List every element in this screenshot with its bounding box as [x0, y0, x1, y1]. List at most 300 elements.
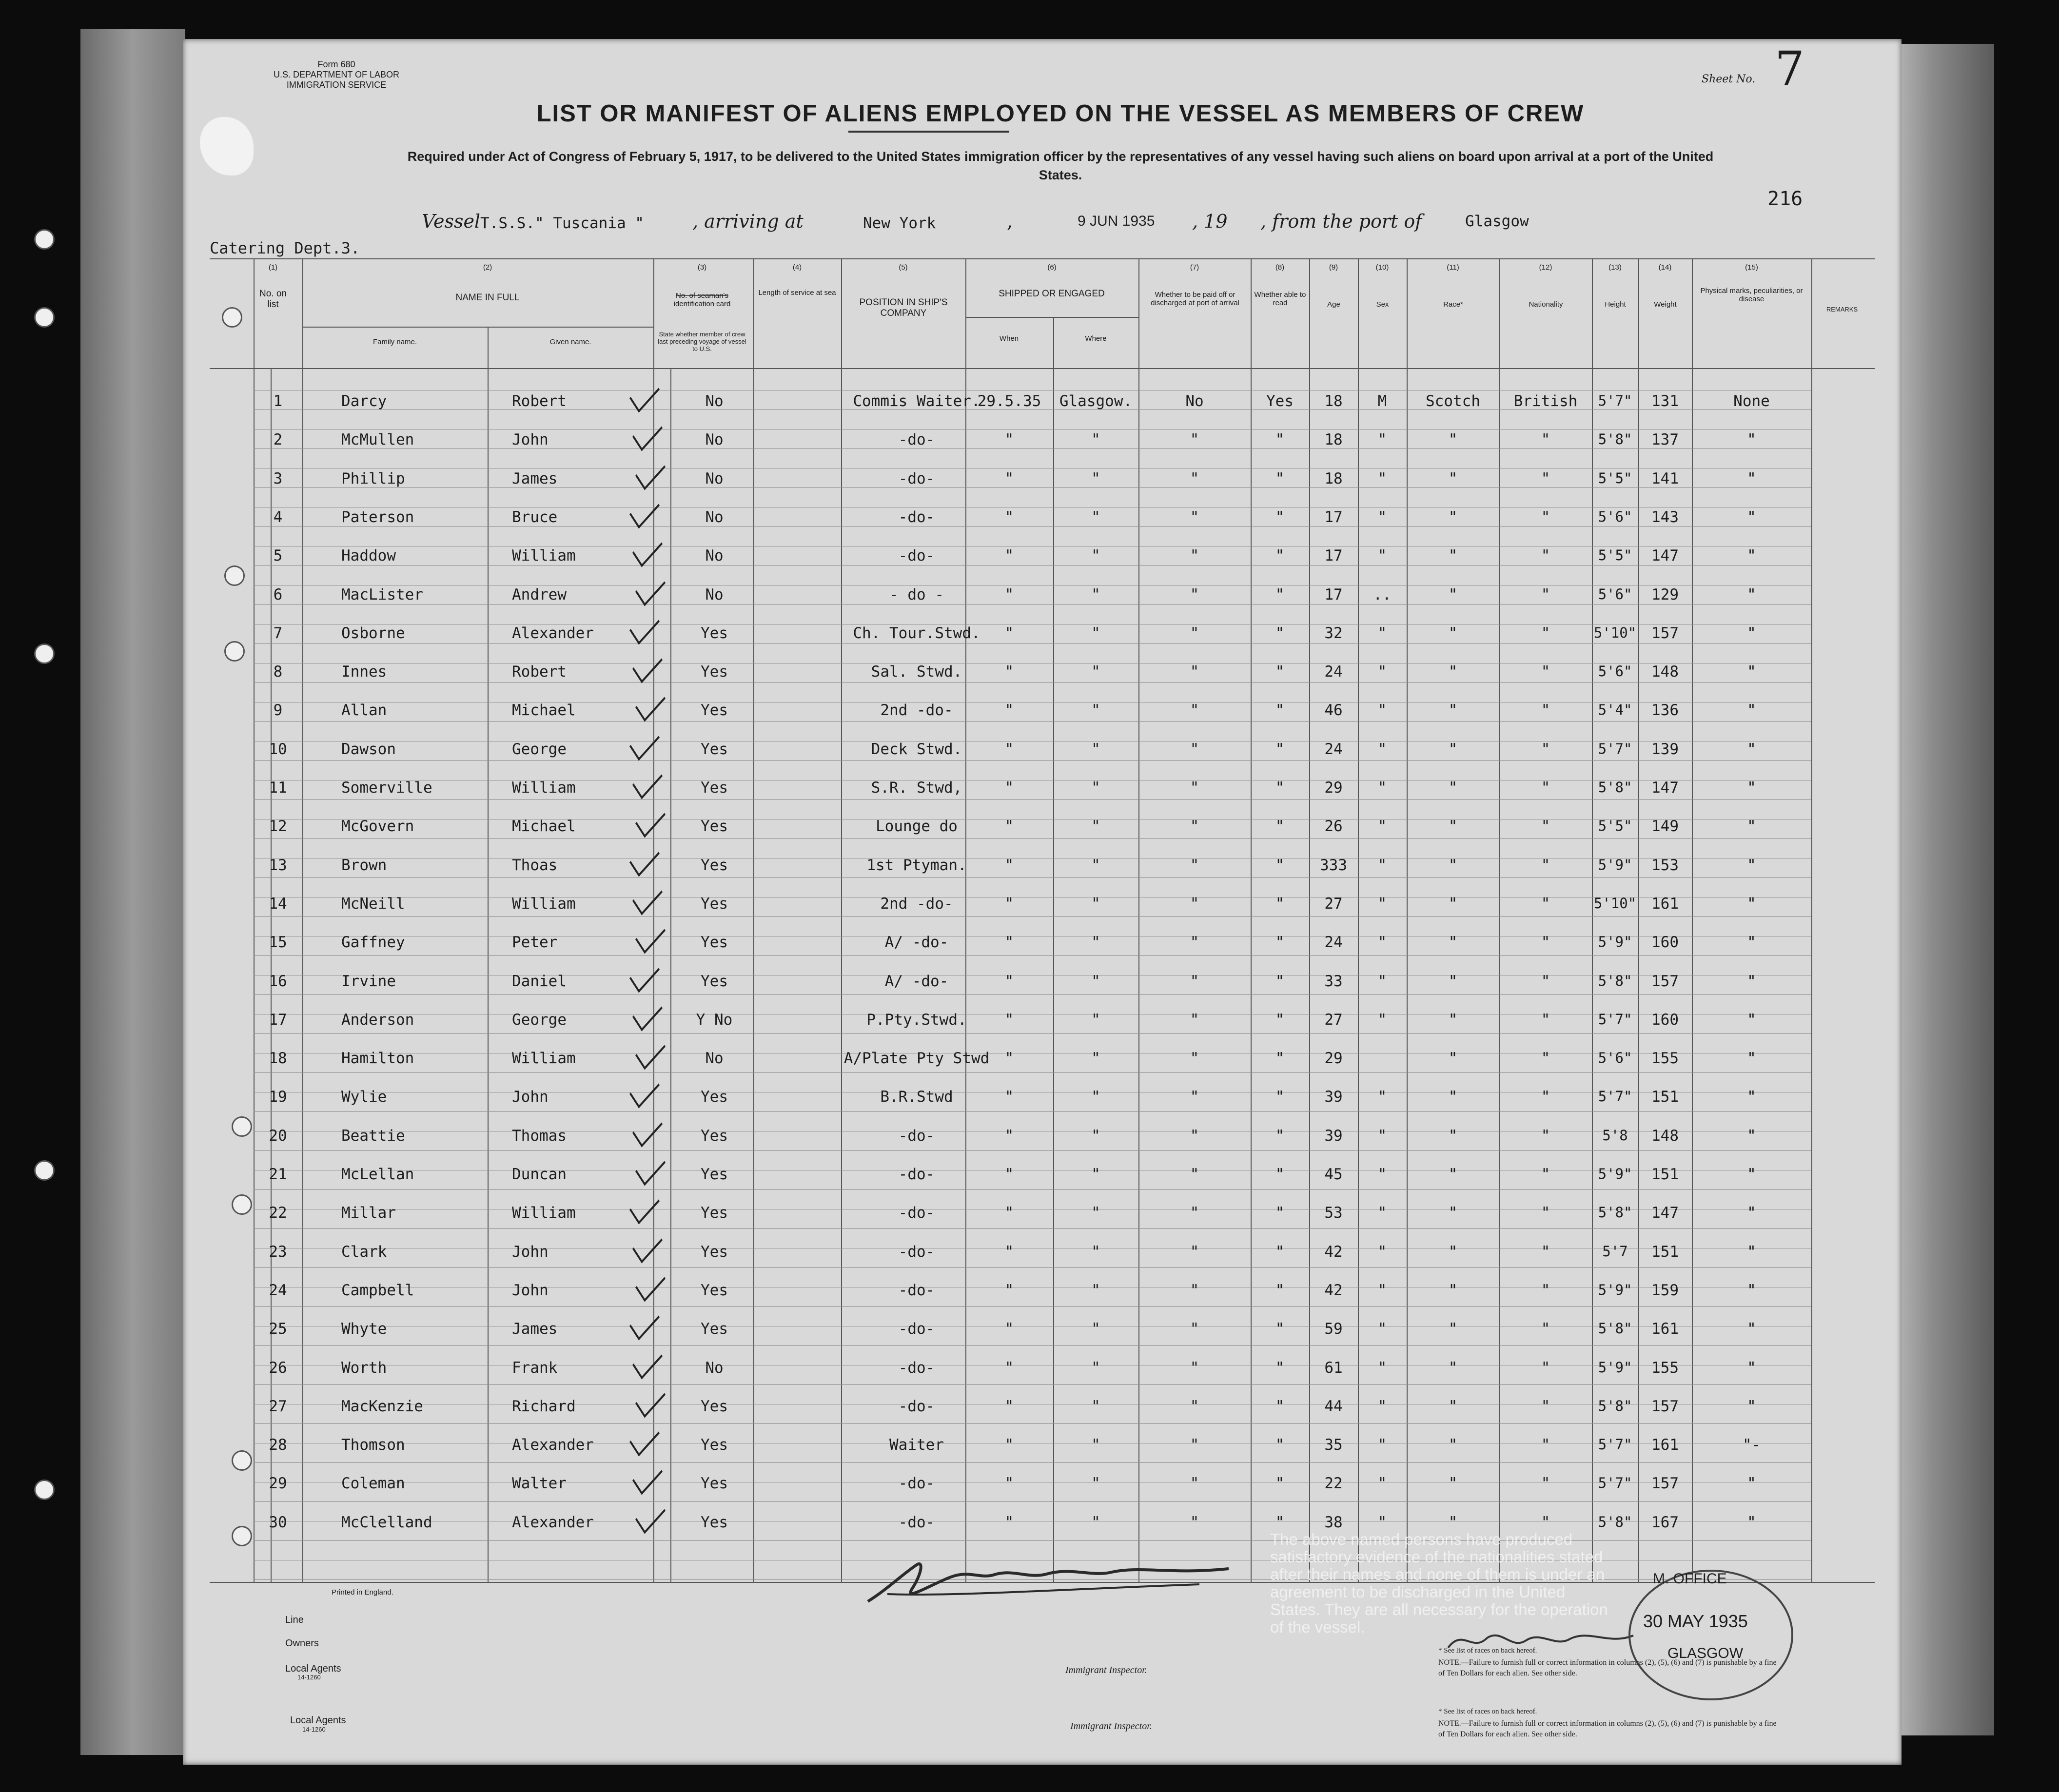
given-name: Bruce — [512, 508, 558, 526]
family-name: Gaffney — [341, 934, 405, 951]
weight: 143 — [1651, 508, 1679, 526]
paid-off: " — [1190, 1475, 1199, 1492]
paid-off: " — [1190, 934, 1199, 951]
nationality-declaration: The above named persons have produced satisfactory evidence of the nationalities stated after their names and none of them is under an agreement to be discharged in the United States. They are all necessary for the operation of the vessel. — [1270, 1530, 1608, 1636]
shipped-when: " — [1004, 624, 1014, 642]
shipped-where: " — [1091, 1166, 1100, 1183]
stamp-office: M. OFFICE — [1653, 1571, 1727, 1587]
position-in-company: -do- — [898, 1398, 935, 1415]
height: 5'7" — [1598, 1011, 1632, 1028]
sex: " — [1377, 701, 1387, 719]
able-to-read: " — [1275, 431, 1285, 448]
physical-marks: " — [1747, 1204, 1756, 1222]
sex: " — [1377, 1514, 1387, 1531]
given-name: Robert — [512, 663, 567, 681]
given-name: James — [512, 1320, 558, 1338]
height: 5'8" — [1598, 1514, 1632, 1530]
ruled-line — [254, 682, 1811, 683]
shipped-when: " — [1004, 1050, 1014, 1067]
row-number: 12 — [269, 818, 287, 835]
nationality: " — [1541, 934, 1550, 951]
sex: .. — [1373, 586, 1392, 604]
row-number: 27 — [269, 1398, 287, 1415]
col-num-14: (14) — [1658, 263, 1672, 272]
family-name: Irvine — [341, 973, 396, 990]
able-to-read: " — [1275, 1320, 1285, 1338]
nationality: " — [1541, 1011, 1550, 1029]
paid-off: " — [1190, 1050, 1199, 1067]
sex: " — [1377, 1204, 1387, 1222]
binder-hole — [34, 307, 55, 328]
age: 44 — [1324, 1398, 1343, 1415]
shipped-where: " — [1091, 1204, 1100, 1222]
weight: 136 — [1651, 701, 1679, 719]
age: 24 — [1324, 740, 1343, 758]
column-rule — [1499, 258, 1500, 1582]
sex: " — [1377, 431, 1387, 448]
height: 5'8" — [1598, 973, 1632, 989]
nationality: " — [1541, 1088, 1550, 1106]
able-to-read: " — [1275, 586, 1285, 604]
weight: 151 — [1651, 1166, 1679, 1183]
paid-off: " — [1190, 624, 1199, 642]
master-signature — [858, 1555, 1238, 1609]
nationality: " — [1541, 1475, 1550, 1492]
header-physical-marks: Physical marks, peculiarities, or disease — [1700, 287, 1803, 303]
family-name: MacKenzie — [341, 1398, 423, 1415]
shipped-when: " — [1004, 1204, 1014, 1222]
ruled-line — [254, 877, 1811, 878]
column-rule — [488, 327, 489, 1582]
physical-marks: " — [1747, 1166, 1756, 1183]
race: " — [1448, 470, 1458, 487]
nationality: " — [1541, 1127, 1550, 1145]
given-name: Richard — [512, 1398, 576, 1415]
row-number: 23 — [269, 1243, 287, 1261]
header-height: Height — [1605, 300, 1626, 309]
col-num-6: (6) — [1047, 263, 1057, 272]
ruled-line — [254, 487, 1811, 488]
age: 27 — [1324, 895, 1343, 913]
family-name: Clark — [341, 1243, 387, 1261]
height: 5'6" — [1598, 663, 1632, 680]
given-name: Andrew — [512, 586, 567, 604]
row-number: 11 — [269, 779, 287, 797]
age: 18 — [1324, 470, 1343, 487]
column-rule — [1309, 258, 1310, 1582]
age: 46 — [1324, 701, 1343, 719]
sex: " — [1377, 1475, 1387, 1492]
punch-hole — [232, 1194, 252, 1215]
position-in-company: 2nd -do- — [880, 701, 953, 719]
race: " — [1448, 1514, 1458, 1531]
nationality: " — [1541, 779, 1550, 797]
sex: " — [1377, 934, 1387, 951]
race: " — [1448, 701, 1458, 719]
previous-voyage: Yes — [701, 1320, 728, 1338]
height: 5'7" — [1598, 1088, 1632, 1105]
physical-marks: " — [1747, 895, 1756, 913]
header-age: Age — [1327, 300, 1340, 309]
column-rule — [1638, 258, 1639, 1582]
position-in-company: Ch. Tour.Stwd. — [853, 624, 980, 642]
shipped-when: " — [1004, 470, 1014, 487]
family-name: Osborne — [341, 624, 405, 642]
physical-marks: " — [1747, 973, 1756, 990]
shipped-where: " — [1091, 779, 1100, 797]
previous-voyage: Yes — [701, 663, 728, 681]
weight: 147 — [1651, 779, 1679, 797]
shipped-when: " — [1004, 586, 1014, 604]
position-in-company: Sal. Stwd. — [871, 663, 962, 681]
col-num-12: (12) — [1539, 263, 1552, 272]
given-name: Alexander — [512, 1436, 594, 1454]
weight: 153 — [1651, 857, 1679, 874]
header-nationality: Nationality — [1529, 300, 1563, 309]
weight: 139 — [1651, 740, 1679, 758]
paid-off: " — [1190, 1088, 1199, 1106]
race: " — [1448, 1011, 1458, 1029]
previous-voyage: Yes — [701, 973, 728, 990]
position-in-company: Lounge do — [876, 818, 958, 835]
paid-off: " — [1190, 663, 1199, 681]
row-number: 29 — [269, 1475, 287, 1492]
nationality: " — [1541, 857, 1550, 874]
paid-off: " — [1190, 1514, 1199, 1531]
row-number: 20 — [269, 1127, 287, 1145]
height: 5'8 — [1602, 1127, 1628, 1144]
age: 35 — [1324, 1436, 1343, 1454]
able-to-read: " — [1275, 1011, 1285, 1029]
shipped-when: " — [1004, 1359, 1014, 1377]
family-name: Somerville — [341, 779, 432, 797]
previous-voyage: No — [705, 1359, 724, 1377]
shipped-when: " — [1004, 973, 1014, 990]
column-rule — [1138, 258, 1139, 1582]
given-name: John — [512, 431, 549, 448]
column-rule — [841, 258, 842, 1582]
column-rule — [1358, 258, 1359, 1582]
line-label: Line — [285, 1615, 304, 1625]
given-name: Walter — [512, 1475, 567, 1492]
physical-marks: " — [1747, 1359, 1756, 1377]
previous-voyage: No — [705, 1050, 724, 1067]
shipped-where: " — [1091, 857, 1100, 874]
header-shipped: SHIPPED OR ENGAGED — [999, 289, 1105, 299]
family-name: Brown — [341, 857, 387, 874]
paid-off: " — [1190, 1398, 1199, 1415]
age: 39 — [1324, 1127, 1343, 1145]
shipped-when: " — [1004, 857, 1014, 874]
able-to-read: " — [1275, 895, 1285, 913]
ruled-line — [254, 760, 1811, 761]
position-in-company: -do- — [898, 431, 935, 448]
service-name: IMMIGRATION SERVICE — [286, 80, 387, 90]
race: " — [1448, 1475, 1458, 1492]
shipped-where: " — [1091, 1320, 1100, 1338]
agents-label-2: Local Agents — [290, 1715, 346, 1726]
position-in-company: Deck Stwd. — [871, 740, 962, 758]
given-name: Alexander — [512, 1514, 594, 1531]
paid-off: " — [1190, 1359, 1199, 1377]
able-to-read: " — [1275, 624, 1285, 642]
shipped-where: " — [1091, 508, 1100, 526]
shipped-where: " — [1091, 701, 1100, 719]
race: " — [1448, 431, 1458, 448]
col-num-10: (10) — [1375, 263, 1389, 272]
age: 333 — [1320, 857, 1347, 874]
race: " — [1448, 1050, 1458, 1067]
title-underline — [848, 131, 1009, 133]
position-in-company: Waiter — [889, 1436, 944, 1454]
sex: " — [1377, 1436, 1387, 1454]
physical-marks: "- — [1742, 1436, 1761, 1454]
row-number: 28 — [269, 1436, 287, 1454]
inspector-label: Immigrant Inspector. — [1065, 1665, 1147, 1675]
able-to-read: " — [1275, 508, 1285, 526]
able-to-read: " — [1275, 547, 1285, 565]
paid-off: " — [1190, 857, 1199, 874]
page-edge — [1892, 44, 1994, 1735]
height: 5'7" — [1598, 392, 1632, 409]
col-num-9: (9) — [1329, 263, 1338, 272]
row-number: 19 — [269, 1088, 287, 1106]
column-rule — [753, 258, 754, 1582]
height: 5'5" — [1598, 547, 1632, 564]
height: 5'7" — [1598, 740, 1632, 757]
able-to-read: " — [1275, 1204, 1285, 1222]
weight: 151 — [1651, 1088, 1679, 1106]
paid-off: " — [1190, 431, 1199, 448]
family-name: Haddow — [341, 547, 396, 565]
position-in-company: -do- — [898, 1320, 935, 1338]
given-name: William — [512, 779, 576, 797]
given-name: James — [512, 470, 558, 487]
weight: 148 — [1651, 1127, 1679, 1145]
col-num-1: (1) — [268, 263, 278, 272]
previous-voyage: Yes — [701, 1514, 728, 1531]
row-number: 15 — [269, 934, 287, 951]
row-number: 1 — [273, 392, 283, 410]
from-label: , from the port of — [1260, 211, 1422, 232]
given-name: William — [512, 1204, 576, 1222]
punch-hole — [232, 1116, 252, 1137]
position-in-company: Commis Waiter. — [853, 392, 980, 410]
nationality: " — [1541, 1243, 1550, 1261]
family-name: McLellan — [341, 1166, 414, 1183]
nationality: " — [1541, 1166, 1550, 1183]
physical-marks: " — [1747, 624, 1756, 642]
paid-off: " — [1190, 1320, 1199, 1338]
able-to-read: " — [1275, 818, 1285, 835]
nationality: " — [1541, 1320, 1550, 1338]
sex: " — [1377, 1359, 1387, 1377]
sex: " — [1377, 779, 1387, 797]
able-to-read: " — [1275, 1243, 1285, 1261]
sex: " — [1377, 1011, 1387, 1029]
nationality: " — [1541, 624, 1550, 642]
header-family-name: Family name. — [373, 338, 417, 346]
race: " — [1448, 663, 1458, 681]
able-to-read: " — [1275, 1127, 1285, 1145]
column-rule — [1251, 258, 1252, 1582]
age: 29 — [1324, 1050, 1343, 1067]
shipped-where: " — [1091, 547, 1100, 565]
able-to-read: " — [1275, 1514, 1285, 1531]
previous-voyage: Yes — [701, 1475, 728, 1492]
able-to-read: " — [1275, 779, 1285, 797]
age: 45 — [1324, 1166, 1343, 1183]
position-in-company: -do- — [898, 1166, 935, 1183]
family-name: Coleman — [341, 1475, 405, 1492]
age: 39 — [1324, 1088, 1343, 1106]
shipped-when: " — [1004, 818, 1014, 835]
shipped-where: " — [1091, 1282, 1100, 1299]
shipped-when: " — [1004, 1282, 1014, 1299]
height: 5'9" — [1598, 1359, 1632, 1376]
weight: 160 — [1651, 934, 1679, 951]
previous-voyage: Yes — [701, 740, 728, 758]
able-to-read: " — [1275, 1088, 1285, 1106]
ruled-line — [254, 721, 1811, 722]
family-name: Thomson — [341, 1436, 405, 1454]
sex: " — [1377, 1088, 1387, 1106]
nationality: " — [1541, 740, 1550, 758]
race: " — [1448, 547, 1458, 565]
height: 5'6" — [1598, 586, 1632, 603]
weight: 129 — [1651, 586, 1679, 604]
nationality: " — [1541, 508, 1550, 526]
header-given-name: Given name. — [549, 338, 591, 346]
nationality: " — [1541, 1359, 1550, 1377]
column-rule — [965, 258, 966, 1582]
height: 5'8" — [1598, 1320, 1632, 1337]
physical-marks: " — [1747, 586, 1756, 604]
able-to-read: " — [1275, 1166, 1285, 1183]
able-to-read: " — [1275, 973, 1285, 990]
paid-off: " — [1190, 508, 1199, 526]
sex: " — [1377, 740, 1387, 758]
shipped-subheader-rule — [965, 317, 1138, 318]
col-num-5: (5) — [899, 263, 908, 272]
height: 5'8" — [1598, 779, 1632, 796]
position-in-company: -do- — [898, 1204, 935, 1222]
able-to-read: " — [1275, 934, 1285, 951]
physical-marks: " — [1747, 857, 1756, 874]
family-name: Dawson — [341, 740, 396, 758]
weight: 131 — [1651, 392, 1679, 410]
previous-voyage: Yes — [701, 1166, 728, 1183]
position-in-company: 2nd -do- — [880, 895, 953, 913]
ruled-line — [254, 1033, 1811, 1034]
previous-voyage: Yes — [701, 895, 728, 913]
weight: 155 — [1651, 1359, 1679, 1377]
age: 27 — [1324, 1011, 1343, 1029]
ruled-line — [254, 565, 1811, 566]
row-number: 25 — [269, 1320, 287, 1338]
race: Scotch — [1426, 392, 1480, 410]
shipped-when: " — [1004, 1398, 1014, 1415]
shipped-where: " — [1091, 431, 1100, 448]
given-name: Peter — [512, 934, 558, 951]
row-number: 4 — [273, 508, 283, 526]
shipped-where: " — [1091, 1011, 1100, 1029]
header-where: Where — [1085, 334, 1107, 343]
able-to-read: " — [1275, 1398, 1285, 1415]
ruled-line — [254, 799, 1811, 800]
position-in-company: -do- — [898, 470, 935, 487]
shipped-where: " — [1091, 1127, 1100, 1145]
column-rule — [1811, 258, 1812, 1582]
sex: " — [1377, 818, 1387, 835]
sex: " — [1377, 857, 1387, 874]
row-number: 13 — [269, 857, 287, 874]
paid-off: " — [1190, 1011, 1199, 1029]
weight: 149 — [1651, 818, 1679, 835]
previous-voyage: Yes — [701, 934, 728, 951]
position-in-company: -do- — [898, 547, 935, 565]
given-name: Thoas — [512, 857, 558, 874]
binder-hole — [34, 1480, 55, 1500]
agents-label: Local Agents — [285, 1663, 341, 1674]
physical-marks: " — [1747, 740, 1756, 758]
race: " — [1448, 934, 1458, 951]
weight: 141 — [1651, 470, 1679, 487]
col-num-13: (13) — [1608, 263, 1622, 272]
age: 17 — [1324, 586, 1343, 604]
sheet-no: 7 — [1775, 41, 1805, 96]
given-name: Robert — [512, 392, 567, 410]
previous-voyage: No — [705, 586, 724, 604]
header-remarks: REMARKS — [1826, 306, 1858, 313]
previous-voyage: No — [705, 547, 724, 565]
row-number: 2 — [273, 431, 283, 448]
age: 42 — [1324, 1243, 1343, 1261]
header-weight: Weight — [1654, 300, 1677, 309]
header-sex: Sex — [1376, 300, 1389, 309]
physical-marks: " — [1747, 431, 1756, 448]
weight: 157 — [1651, 973, 1679, 990]
shipped-when: " — [1004, 431, 1014, 448]
able-to-read: " — [1275, 740, 1285, 758]
race: " — [1448, 1398, 1458, 1415]
sex: " — [1377, 895, 1387, 913]
ruled-line — [254, 1345, 1811, 1346]
previous-voyage: No — [705, 431, 724, 448]
shipped-where: " — [1091, 586, 1100, 604]
department-label: Catering Dept.3. — [210, 239, 360, 257]
physical-marks: " — [1747, 1050, 1756, 1067]
shipped-where: " — [1091, 1243, 1100, 1261]
binder-strip — [80, 29, 185, 1755]
shipped-where: " — [1091, 973, 1100, 990]
age: 26 — [1324, 818, 1343, 835]
previous-voyage: No — [705, 470, 724, 487]
able-to-read: " — [1275, 701, 1285, 719]
age: 17 — [1324, 508, 1343, 526]
race: " — [1448, 1282, 1458, 1299]
sex: " — [1377, 1398, 1387, 1415]
punch-hole — [222, 307, 242, 328]
paid-off: " — [1190, 740, 1199, 758]
paid-off: " — [1190, 547, 1199, 565]
height: 5'6" — [1598, 1050, 1632, 1066]
header-when: When — [999, 334, 1019, 343]
age: 22 — [1324, 1475, 1343, 1492]
previous-voyage: Yes — [701, 1204, 728, 1222]
height: 5'9" — [1598, 857, 1632, 873]
previous-voyage: Yes — [701, 818, 728, 835]
